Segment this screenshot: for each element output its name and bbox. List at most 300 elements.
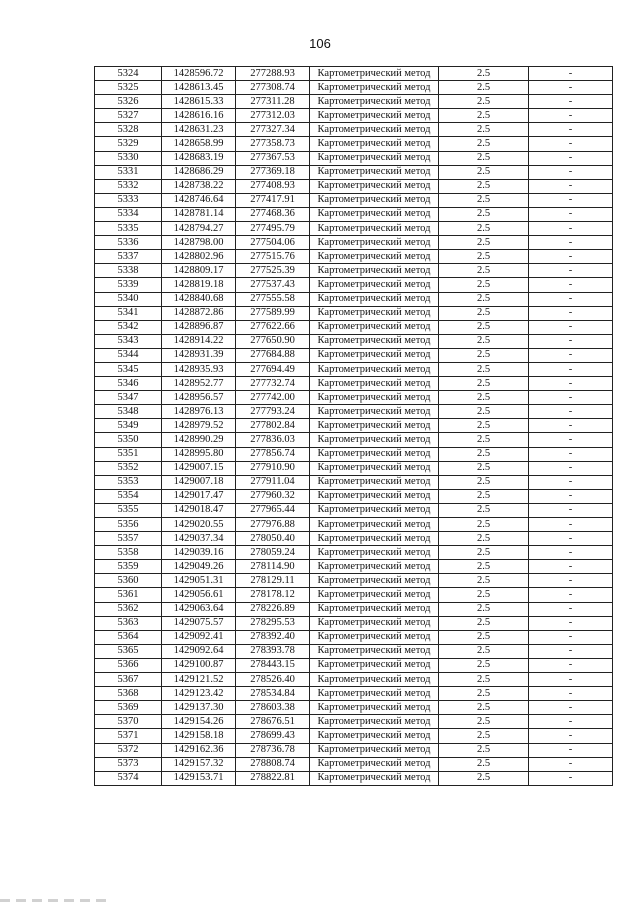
method-cell: Картометрический метод (310, 687, 439, 701)
note-cell: - (529, 207, 613, 221)
table-row (95, 109, 613, 123)
accuracy-cell: 2.5 (439, 771, 529, 785)
y-coordinate-cell: 277965.44 (236, 503, 310, 517)
table-row (95, 616, 613, 630)
point-number-cell: 5334 (95, 207, 162, 221)
x-coordinate-cell: 1428872.86 (162, 306, 236, 320)
table-row (95, 377, 613, 391)
point-number-cell: 5357 (95, 532, 162, 546)
note-cell: - (529, 771, 613, 785)
point-number-cell: 5362 (95, 602, 162, 616)
point-number-cell: 5359 (95, 560, 162, 574)
note-cell: - (529, 757, 613, 771)
method-cell: Картометрический метод (310, 532, 439, 546)
table-row (95, 489, 613, 503)
point-number-cell: 5328 (95, 123, 162, 137)
y-coordinate-cell: 277327.34 (236, 123, 310, 137)
note-cell: - (529, 95, 613, 109)
x-coordinate-cell: 1428802.96 (162, 250, 236, 264)
x-coordinate-cell: 1428683.19 (162, 151, 236, 165)
y-coordinate-cell: 277742.00 (236, 391, 310, 405)
x-coordinate-cell: 1428931.39 (162, 348, 236, 362)
accuracy-cell: 2.5 (439, 391, 529, 405)
table-row (95, 729, 613, 743)
note-cell: - (529, 405, 613, 419)
x-coordinate-cell: 1429007.15 (162, 461, 236, 475)
y-coordinate-cell: 277732.74 (236, 377, 310, 391)
note-cell: - (529, 377, 613, 391)
x-coordinate-cell: 1429051.31 (162, 574, 236, 588)
table-row (95, 532, 613, 546)
table-row (95, 743, 613, 757)
point-number-cell: 5329 (95, 137, 162, 151)
method-cell: Картометрический метод (310, 616, 439, 630)
table-row (95, 123, 613, 137)
method-cell: Картометрический метод (310, 278, 439, 292)
x-coordinate-cell: 1428809.17 (162, 264, 236, 278)
x-coordinate-cell: 1428914.22 (162, 334, 236, 348)
method-cell: Картометрический метод (310, 348, 439, 362)
accuracy-cell: 2.5 (439, 475, 529, 489)
y-coordinate-cell: 277417.91 (236, 193, 310, 207)
x-coordinate-cell: 1429020.55 (162, 518, 236, 532)
y-coordinate-cell: 277911.04 (236, 475, 310, 489)
method-cell: Картометрический метод (310, 193, 439, 207)
point-number-cell: 5361 (95, 588, 162, 602)
x-coordinate-cell: 1428798.00 (162, 236, 236, 250)
method-cell: Картометрический метод (310, 207, 439, 221)
table-row (95, 278, 613, 292)
table-row (95, 306, 613, 320)
y-coordinate-cell: 278822.81 (236, 771, 310, 785)
point-number-cell: 5324 (95, 67, 162, 81)
y-coordinate-cell: 277525.39 (236, 264, 310, 278)
accuracy-cell: 2.5 (439, 560, 529, 574)
method-cell: Картометрический метод (310, 757, 439, 771)
point-number-cell: 5349 (95, 419, 162, 433)
table-row (95, 193, 613, 207)
point-number-cell: 5335 (95, 222, 162, 236)
x-coordinate-cell: 1428596.72 (162, 67, 236, 81)
table-row (95, 658, 613, 672)
note-cell: - (529, 475, 613, 489)
accuracy-cell: 2.5 (439, 701, 529, 715)
x-coordinate-cell: 1428819.18 (162, 278, 236, 292)
x-coordinate-cell: 1429137.30 (162, 701, 236, 715)
point-number-cell: 5353 (95, 475, 162, 489)
scan-artifact (0, 899, 110, 902)
method-cell: Картометрический метод (310, 546, 439, 560)
y-coordinate-cell: 277504.06 (236, 236, 310, 250)
table-row (95, 503, 613, 517)
note-cell: - (529, 348, 613, 362)
method-cell: Картометрический метод (310, 320, 439, 334)
table-row (95, 222, 613, 236)
table-row (95, 673, 613, 687)
method-cell: Картометрический метод (310, 489, 439, 503)
x-coordinate-cell: 1428794.27 (162, 222, 236, 236)
y-coordinate-cell: 278295.53 (236, 616, 310, 630)
table-row (95, 362, 613, 376)
note-cell: - (529, 165, 613, 179)
point-number-cell: 5369 (95, 701, 162, 715)
point-number-cell: 5346 (95, 377, 162, 391)
note-cell: - (529, 67, 613, 81)
table-row (95, 588, 613, 602)
method-cell: Картометрический метод (310, 630, 439, 644)
y-coordinate-cell: 277537.43 (236, 278, 310, 292)
table-row (95, 81, 613, 95)
point-number-cell: 5330 (95, 151, 162, 165)
accuracy-cell: 2.5 (439, 165, 529, 179)
x-coordinate-cell: 1428781.14 (162, 207, 236, 221)
accuracy-cell: 2.5 (439, 109, 529, 123)
note-cell: - (529, 447, 613, 461)
note-cell: - (529, 306, 613, 320)
table-row (95, 715, 613, 729)
accuracy-cell: 2.5 (439, 67, 529, 81)
x-coordinate-cell: 1428613.45 (162, 81, 236, 95)
y-coordinate-cell: 278392.40 (236, 630, 310, 644)
table-row (95, 447, 613, 461)
accuracy-cell: 2.5 (439, 222, 529, 236)
point-number-cell: 5343 (95, 334, 162, 348)
x-coordinate-cell: 1429018.47 (162, 503, 236, 517)
accuracy-cell: 2.5 (439, 264, 529, 278)
point-number-cell: 5352 (95, 461, 162, 475)
y-coordinate-cell: 277960.32 (236, 489, 310, 503)
x-coordinate-cell: 1429121.52 (162, 673, 236, 687)
x-coordinate-cell: 1428658.99 (162, 137, 236, 151)
accuracy-cell: 2.5 (439, 532, 529, 546)
method-cell: Картометрический метод (310, 165, 439, 179)
accuracy-cell: 2.5 (439, 334, 529, 348)
method-cell: Картометрический метод (310, 264, 439, 278)
accuracy-cell: 2.5 (439, 673, 529, 687)
accuracy-cell: 2.5 (439, 743, 529, 757)
table-row (95, 179, 613, 193)
point-number-cell: 5336 (95, 236, 162, 250)
y-coordinate-cell: 277311.28 (236, 95, 310, 109)
y-coordinate-cell: 277910.90 (236, 461, 310, 475)
table-row (95, 320, 613, 334)
note-cell: - (529, 560, 613, 574)
x-coordinate-cell: 1428995.80 (162, 447, 236, 461)
method-cell: Картометрический метод (310, 715, 439, 729)
table-row (95, 546, 613, 560)
y-coordinate-cell: 277515.76 (236, 250, 310, 264)
point-number-cell: 5347 (95, 391, 162, 405)
table-row (95, 165, 613, 179)
x-coordinate-cell: 1429100.87 (162, 658, 236, 672)
method-cell: Картометрический метод (310, 644, 439, 658)
point-number-cell: 5355 (95, 503, 162, 517)
point-number-cell: 5342 (95, 320, 162, 334)
method-cell: Картометрический метод (310, 377, 439, 391)
y-coordinate-cell: 278808.74 (236, 757, 310, 771)
y-coordinate-cell: 277288.93 (236, 67, 310, 81)
y-coordinate-cell: 277367.53 (236, 151, 310, 165)
method-cell: Картометрический метод (310, 137, 439, 151)
point-number-cell: 5367 (95, 673, 162, 687)
method-cell: Картометрический метод (310, 433, 439, 447)
note-cell: - (529, 193, 613, 207)
accuracy-cell: 2.5 (439, 362, 529, 376)
method-cell: Картометрический метод (310, 518, 439, 532)
accuracy-cell: 2.5 (439, 602, 529, 616)
accuracy-cell: 2.5 (439, 320, 529, 334)
x-coordinate-cell: 1428979.52 (162, 419, 236, 433)
y-coordinate-cell: 277650.90 (236, 334, 310, 348)
point-number-cell: 5364 (95, 630, 162, 644)
y-coordinate-cell: 277408.93 (236, 179, 310, 193)
note-cell: - (529, 743, 613, 757)
x-coordinate-cell: 1429037.34 (162, 532, 236, 546)
x-coordinate-cell: 1428746.64 (162, 193, 236, 207)
x-coordinate-cell: 1428956.57 (162, 391, 236, 405)
table-row (95, 67, 613, 81)
point-number-cell: 5327 (95, 109, 162, 123)
y-coordinate-cell: 277684.88 (236, 348, 310, 362)
accuracy-cell: 2.5 (439, 687, 529, 701)
y-coordinate-cell: 277836.03 (236, 433, 310, 447)
accuracy-cell: 2.5 (439, 447, 529, 461)
x-coordinate-cell: 1429162.36 (162, 743, 236, 757)
method-cell: Картометрический метод (310, 67, 439, 81)
x-coordinate-cell: 1428935.93 (162, 362, 236, 376)
x-coordinate-cell: 1429017.47 (162, 489, 236, 503)
note-cell: - (529, 518, 613, 532)
accuracy-cell: 2.5 (439, 151, 529, 165)
accuracy-cell: 2.5 (439, 179, 529, 193)
point-number-cell: 5340 (95, 292, 162, 306)
method-cell: Картометрический метод (310, 602, 439, 616)
note-cell: - (529, 729, 613, 743)
point-number-cell: 5339 (95, 278, 162, 292)
y-coordinate-cell: 277622.66 (236, 320, 310, 334)
accuracy-cell: 2.5 (439, 306, 529, 320)
note-cell: - (529, 532, 613, 546)
method-cell: Картометрический метод (310, 236, 439, 250)
method-cell: Картометрический метод (310, 179, 439, 193)
method-cell: Картометрический метод (310, 588, 439, 602)
y-coordinate-cell: 278534.84 (236, 687, 310, 701)
note-cell: - (529, 546, 613, 560)
note-cell: - (529, 109, 613, 123)
table-row (95, 701, 613, 715)
note-cell: - (529, 391, 613, 405)
method-cell: Картометрический метод (310, 292, 439, 306)
note-cell: - (529, 489, 613, 503)
method-cell: Картометрический метод (310, 729, 439, 743)
x-coordinate-cell: 1429049.26 (162, 560, 236, 574)
table-row (95, 236, 613, 250)
y-coordinate-cell: 277589.99 (236, 306, 310, 320)
table-row (95, 433, 613, 447)
accuracy-cell: 2.5 (439, 137, 529, 151)
y-coordinate-cell: 277495.79 (236, 222, 310, 236)
coordinates-table (94, 66, 613, 786)
note-cell: - (529, 644, 613, 658)
method-cell: Картометрический метод (310, 391, 439, 405)
x-coordinate-cell: 1428615.33 (162, 95, 236, 109)
y-coordinate-cell: 277856.74 (236, 447, 310, 461)
accuracy-cell: 2.5 (439, 574, 529, 588)
y-coordinate-cell: 278699.43 (236, 729, 310, 743)
point-number-cell: 5350 (95, 433, 162, 447)
note-cell: - (529, 658, 613, 672)
method-cell: Картометрический метод (310, 771, 439, 785)
table-row (95, 602, 613, 616)
table-row (95, 207, 613, 221)
x-coordinate-cell: 1429158.18 (162, 729, 236, 743)
accuracy-cell: 2.5 (439, 236, 529, 250)
accuracy-cell: 2.5 (439, 419, 529, 433)
method-cell: Картометрический метод (310, 81, 439, 95)
note-cell: - (529, 687, 613, 701)
point-number-cell: 5333 (95, 193, 162, 207)
method-cell: Картометрический метод (310, 109, 439, 123)
note-cell: - (529, 123, 613, 137)
note-cell: - (529, 81, 613, 95)
coordinates-table-body (95, 67, 613, 786)
note-cell: - (529, 264, 613, 278)
point-number-cell: 5371 (95, 729, 162, 743)
method-cell: Картометрический метод (310, 673, 439, 687)
accuracy-cell: 2.5 (439, 207, 529, 221)
note-cell: - (529, 616, 613, 630)
accuracy-cell: 2.5 (439, 348, 529, 362)
method-cell: Картометрический метод (310, 95, 439, 109)
y-coordinate-cell: 278443.15 (236, 658, 310, 672)
note-cell: - (529, 461, 613, 475)
table-row (95, 644, 613, 658)
table-row (95, 757, 613, 771)
method-cell: Картометрический метод (310, 362, 439, 376)
table-row (95, 334, 613, 348)
point-number-cell: 5337 (95, 250, 162, 264)
y-coordinate-cell: 277468.36 (236, 207, 310, 221)
accuracy-cell: 2.5 (439, 377, 529, 391)
point-number-cell: 5370 (95, 715, 162, 729)
method-cell: Картометрический метод (310, 123, 439, 137)
accuracy-cell: 2.5 (439, 729, 529, 743)
y-coordinate-cell: 277802.84 (236, 419, 310, 433)
x-coordinate-cell: 1429063.64 (162, 602, 236, 616)
point-number-cell: 5325 (95, 81, 162, 95)
x-coordinate-cell: 1428631.23 (162, 123, 236, 137)
point-number-cell: 5360 (95, 574, 162, 588)
y-coordinate-cell: 278059.24 (236, 546, 310, 560)
y-coordinate-cell: 277555.58 (236, 292, 310, 306)
note-cell: - (529, 278, 613, 292)
accuracy-cell: 2.5 (439, 644, 529, 658)
x-coordinate-cell: 1429157.32 (162, 757, 236, 771)
note-cell: - (529, 179, 613, 193)
point-number-cell: 5345 (95, 362, 162, 376)
table-row (95, 461, 613, 475)
note-cell: - (529, 588, 613, 602)
note-cell: - (529, 292, 613, 306)
point-number-cell: 5331 (95, 165, 162, 179)
note-cell: - (529, 715, 613, 729)
method-cell: Картометрический метод (310, 560, 439, 574)
table-row (95, 475, 613, 489)
accuracy-cell: 2.5 (439, 616, 529, 630)
y-coordinate-cell: 277694.49 (236, 362, 310, 376)
accuracy-cell: 2.5 (439, 503, 529, 517)
x-coordinate-cell: 1429056.61 (162, 588, 236, 602)
point-number-cell: 5368 (95, 687, 162, 701)
y-coordinate-cell: 278393.78 (236, 644, 310, 658)
y-coordinate-cell: 277312.03 (236, 109, 310, 123)
x-coordinate-cell: 1429123.42 (162, 687, 236, 701)
method-cell: Картометрический метод (310, 574, 439, 588)
method-cell: Картометрический метод (310, 461, 439, 475)
x-coordinate-cell: 1428616.16 (162, 109, 236, 123)
point-number-cell: 5372 (95, 743, 162, 757)
x-coordinate-cell: 1428840.68 (162, 292, 236, 306)
method-cell: Картометрический метод (310, 658, 439, 672)
table-row (95, 250, 613, 264)
note-cell: - (529, 137, 613, 151)
accuracy-cell: 2.5 (439, 278, 529, 292)
y-coordinate-cell: 277793.24 (236, 405, 310, 419)
method-cell: Картометрический метод (310, 405, 439, 419)
x-coordinate-cell: 1428686.29 (162, 165, 236, 179)
y-coordinate-cell: 278129.11 (236, 574, 310, 588)
accuracy-cell: 2.5 (439, 757, 529, 771)
x-coordinate-cell: 1428976.13 (162, 405, 236, 419)
note-cell: - (529, 433, 613, 447)
point-number-cell: 5354 (95, 489, 162, 503)
note-cell: - (529, 630, 613, 644)
point-number-cell: 5365 (95, 644, 162, 658)
note-cell: - (529, 701, 613, 715)
y-coordinate-cell: 278226.89 (236, 602, 310, 616)
note-cell: - (529, 334, 613, 348)
y-coordinate-cell: 277308.74 (236, 81, 310, 95)
note-cell: - (529, 602, 613, 616)
method-cell: Картометрический метод (310, 334, 439, 348)
note-cell: - (529, 673, 613, 687)
accuracy-cell: 2.5 (439, 489, 529, 503)
page-number: 106 (309, 36, 331, 51)
accuracy-cell: 2.5 (439, 461, 529, 475)
method-cell: Картометрический метод (310, 306, 439, 320)
x-coordinate-cell: 1429075.57 (162, 616, 236, 630)
table-row (95, 771, 613, 785)
x-coordinate-cell: 1428990.29 (162, 433, 236, 447)
method-cell: Картометрический метод (310, 222, 439, 236)
table-row (95, 687, 613, 701)
accuracy-cell: 2.5 (439, 518, 529, 532)
point-number-cell: 5326 (95, 95, 162, 109)
accuracy-cell: 2.5 (439, 546, 529, 560)
accuracy-cell: 2.5 (439, 193, 529, 207)
accuracy-cell: 2.5 (439, 588, 529, 602)
point-number-cell: 5363 (95, 616, 162, 630)
y-coordinate-cell: 278114.90 (236, 560, 310, 574)
accuracy-cell: 2.5 (439, 405, 529, 419)
y-coordinate-cell: 277369.18 (236, 165, 310, 179)
note-cell: - (529, 362, 613, 376)
point-number-cell: 5344 (95, 348, 162, 362)
point-number-cell: 5332 (95, 179, 162, 193)
y-coordinate-cell: 278526.40 (236, 673, 310, 687)
x-coordinate-cell: 1428896.87 (162, 320, 236, 334)
method-cell: Картометрический метод (310, 419, 439, 433)
